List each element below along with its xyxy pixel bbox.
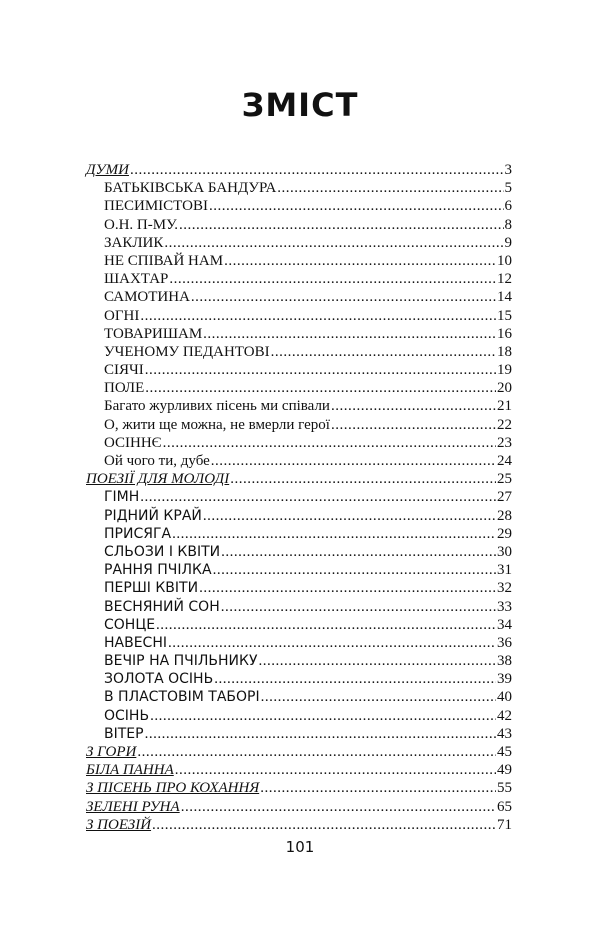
toc-entry-page: 45 <box>497 744 512 760</box>
toc-entry <box>86 343 512 361</box>
dot-leader <box>261 688 496 706</box>
dot-leader <box>145 379 496 397</box>
toc-entry-title: ПЕРШІ КВІТИ <box>104 580 199 597</box>
toc-entry-page: 39 <box>497 671 512 688</box>
toc-entry-page: 24 <box>497 453 512 469</box>
dot-leader <box>145 725 496 743</box>
toc-entry-page: 9 <box>504 234 512 251</box>
dot-leader <box>203 507 496 525</box>
toc-entry-page: 27 <box>497 489 512 506</box>
dot-leader <box>214 670 496 688</box>
toc-entry-title: ЗОЛОТА ОСІНЬ <box>104 671 214 688</box>
dot-leader <box>168 634 496 652</box>
dot-leader <box>150 707 496 725</box>
toc-entry-title: НЕ СПІВАЙ НАМ <box>104 252 224 269</box>
toc-entry-page: 3 <box>504 162 512 178</box>
toc-entry-page: 8 <box>504 216 512 233</box>
toc-entry-title: З ПІСЕНЬ ПРО КОХАННЯ <box>86 780 260 797</box>
toc-entry <box>86 598 512 616</box>
dot-leader <box>258 652 496 670</box>
toc-entry <box>86 452 512 470</box>
toc-entry <box>86 525 512 543</box>
toc-entry <box>86 707 512 725</box>
page-title: ЗМІСТ <box>241 86 359 124</box>
toc-entry-title: СОНЦЕ <box>104 616 156 633</box>
toc-entry-title: НАВЕСНІ <box>104 634 167 651</box>
toc-entry-title: ГІМН <box>104 489 140 506</box>
toc-entry-title: ПОЛЕ <box>104 380 145 397</box>
toc-entry <box>86 488 512 506</box>
toc-entry-title: ВЕЧІР НА ПЧІЛЬНИКУ <box>104 653 258 670</box>
toc-entry-page: 42 <box>497 707 512 724</box>
toc-entry <box>86 616 512 634</box>
toc-entry-title: ОГНІ <box>104 307 140 324</box>
toc-entry-title: РАННЯ ПЧІЛКА <box>104 562 212 579</box>
dot-leader <box>181 798 496 816</box>
toc-entry-title: О.Н. П-МУ. <box>104 216 179 233</box>
toc-entry-page: 71 <box>497 816 512 833</box>
toc-section-entry <box>86 470 512 488</box>
toc-entry-page: 19 <box>497 362 512 379</box>
page-number: 101 <box>285 838 315 856</box>
table-of-contents <box>86 161 512 834</box>
toc-entry-page: 6 <box>504 198 512 215</box>
toc-entry <box>86 270 512 288</box>
toc-entry-page: 18 <box>497 343 512 360</box>
toc-entry <box>86 507 512 525</box>
toc-entry <box>86 325 512 343</box>
toc-entry-title: РІДНИЙ КРАЙ <box>104 507 202 524</box>
toc-entry-page: 38 <box>497 653 512 670</box>
toc-entry-page: 43 <box>497 725 512 742</box>
dot-leader <box>156 616 496 634</box>
toc-entry-page: 14 <box>497 289 512 306</box>
toc-entry-page: 23 <box>497 434 512 451</box>
toc-entry-page: 55 <box>497 780 512 797</box>
toc-entry-page: 30 <box>497 543 512 560</box>
toc-entry-page: 49 <box>497 762 512 779</box>
toc-entry-page: 34 <box>497 616 512 633</box>
toc-entry-title: ОСІННЄ <box>104 434 162 451</box>
toc-section-entry <box>86 816 512 834</box>
toc-entry-title: ДУМИ <box>86 162 129 178</box>
dot-leader <box>163 434 496 452</box>
toc-entry-title: В ПЛАСТОВІМ ТАБОРІ <box>104 689 260 706</box>
toc-entry-title: ШАХТАР <box>104 271 169 288</box>
toc-entry <box>86 379 512 397</box>
toc-entry <box>86 307 512 325</box>
toc-entry-title: О, жити ще можна, не вмерли герої <box>104 416 330 433</box>
dot-leader <box>169 270 496 288</box>
toc-entry-page: 28 <box>497 507 512 524</box>
toc-entry-title: ТОВАРИШАМ <box>104 325 203 342</box>
toc-entry <box>86 634 512 652</box>
dot-leader <box>152 816 496 834</box>
dot-leader <box>140 488 496 506</box>
toc-entry-page: 25 <box>497 471 512 488</box>
toc-entry <box>86 652 512 670</box>
dot-leader <box>211 452 496 470</box>
toc-entry-page: 29 <box>497 525 512 542</box>
toc-section-entry <box>86 743 512 761</box>
dot-leader <box>271 343 496 361</box>
dot-leader <box>145 361 496 379</box>
dot-leader <box>221 598 496 616</box>
toc-entry-page: 21 <box>497 398 512 415</box>
toc-entry-title: ВІТЕР <box>104 725 144 742</box>
toc-entry <box>86 252 512 270</box>
toc-entry-title: БАТЬКІВСЬКА БАНДУРА <box>104 180 277 197</box>
dot-leader <box>224 252 496 270</box>
dot-leader <box>260 779 496 797</box>
toc-entry-title: ВЕСНЯНИЙ СОН <box>104 598 220 615</box>
toc-entry-title: УЧЕНОМУ ПЕДАНТОВІ <box>104 343 270 360</box>
toc-entry-title: Ой чого ти, дубе <box>104 453 210 469</box>
toc-entry-title: З ПОЕЗІЙ <box>86 816 152 833</box>
toc-entry-page: 65 <box>497 798 512 815</box>
dot-leader <box>277 179 503 197</box>
toc-entry <box>86 579 512 597</box>
toc-entry-page: 40 <box>497 689 512 706</box>
dot-leader <box>213 561 496 579</box>
toc-entry-page: 36 <box>497 634 512 651</box>
toc-entry-page: 32 <box>497 580 512 597</box>
toc-entry <box>86 234 512 252</box>
toc-entry-title: ПЕСИМІСТОВІ <box>104 198 208 215</box>
toc-entry-title: САМОТИНА <box>104 289 190 306</box>
dot-leader <box>203 325 496 343</box>
dot-leader <box>221 543 496 561</box>
dot-leader <box>199 579 496 597</box>
toc-entry <box>86 688 512 706</box>
dot-leader <box>179 216 503 234</box>
toc-entry <box>86 216 512 234</box>
dot-leader <box>331 416 496 434</box>
toc-entry-title: Багато журливих пісень ми співали <box>104 398 330 415</box>
toc-entry-page: 15 <box>497 307 512 324</box>
toc-entry <box>86 561 512 579</box>
toc-entry <box>86 434 512 452</box>
dot-leader <box>331 397 496 415</box>
toc-entry-title: СЛЬОЗИ І КВІТИ <box>104 543 221 560</box>
toc-entry-page: 22 <box>497 416 512 433</box>
toc-entry <box>86 543 512 561</box>
toc-entry-title: БІЛА ПАННА <box>86 762 174 779</box>
toc-entry-title: ЗАКЛИК <box>104 234 164 251</box>
toc-entry <box>86 416 512 434</box>
dot-leader <box>172 525 496 543</box>
toc-entry-page: 20 <box>497 380 512 397</box>
dot-leader <box>175 761 496 779</box>
toc-entry-page: 31 <box>497 562 512 579</box>
toc-entry-page: 12 <box>497 271 512 288</box>
toc-entry-title: ЗЕЛЕНІ РУНА <box>86 798 180 815</box>
toc-entry-page: 10 <box>497 252 512 269</box>
toc-section-entry <box>86 161 512 179</box>
dot-leader <box>191 288 496 306</box>
dot-leader <box>137 743 496 761</box>
dot-leader <box>164 234 503 252</box>
toc-entry-title: СІЯЧІ <box>104 362 144 379</box>
toc-entry-title: ПРИСЯГА <box>104 525 172 542</box>
dot-leader <box>209 197 504 215</box>
toc-entry <box>86 397 512 415</box>
toc-section-entry <box>86 798 512 816</box>
toc-entry <box>86 179 512 197</box>
toc-entry-page: 5 <box>504 180 512 197</box>
toc-section-entry <box>86 779 512 797</box>
toc-entry-title: ПОЕЗІЇ ДЛЯ МОЛОДІ <box>86 471 230 488</box>
toc-entry <box>86 288 512 306</box>
toc-entry-title: З ГОРИ <box>86 744 137 760</box>
dot-leader <box>140 307 496 325</box>
toc-section-entry <box>86 761 512 779</box>
toc-entry <box>86 670 512 688</box>
toc-entry <box>86 725 512 743</box>
toc-entry-page: 33 <box>497 598 512 615</box>
toc-entry <box>86 361 512 379</box>
toc-entry-page: 16 <box>497 325 512 342</box>
toc-entry-title: ОСІНЬ <box>104 707 150 724</box>
dot-leader <box>230 470 496 488</box>
dot-leader <box>130 161 504 179</box>
toc-entry <box>86 197 512 215</box>
